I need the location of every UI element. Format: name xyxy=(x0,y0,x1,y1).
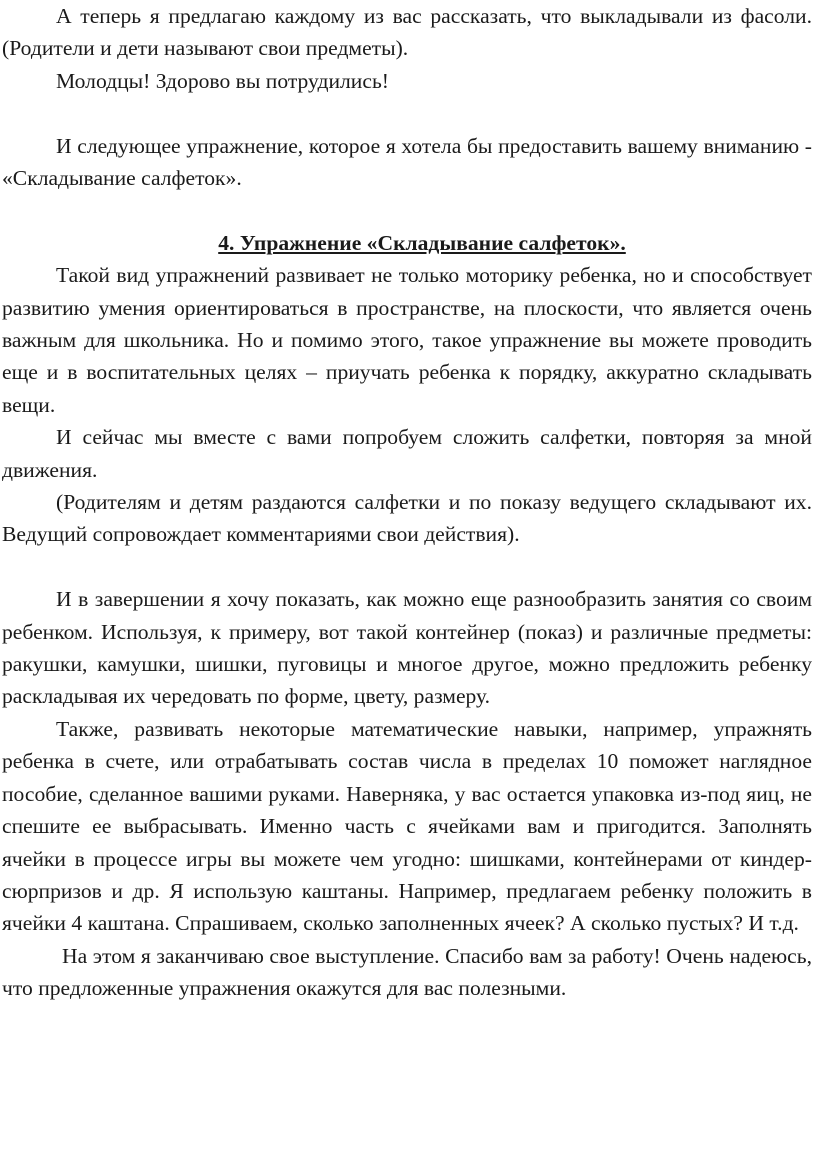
paragraph-distribution: (Родителям и детям раздаются салфетки и по показу ведущего складывают их. Ведущий сопровождает комментариями свои действия). xyxy=(2,490,812,547)
paragraph-closing: На этом я заканчиваю свое выступление. Спасибо вам за работу! Очень надеюсь, что предложенные упражнения окажутся для вас полезными. xyxy=(2,943,812,1001)
paragraph-praise: Молодцы! Здорово вы потрудились! xyxy=(56,68,389,93)
blank-line xyxy=(2,194,812,226)
paragraph-next-exercise: И следующее упражнение, которое я хотела бы предоставить вашему вниманию - «Складывание салфеток». xyxy=(2,133,812,191)
paragraph-intro: А теперь я предлагаю каждому из вас рассказать, что выкладывали из фасоли. (Родители и дети называют свои предметы). xyxy=(2,4,812,61)
paragraph-conclusion-container: И в завершении я хочу показать, как можно еще разнообразить занятия со своим ребенком. Используя, к примеру, вот такой контейнер (показ) и различные предметы: ракушки, камушки, шишки, пуговицы и многое другое, можно предложить ребенку раскладывая их чередовать по форме, цвету, размеру. xyxy=(2,587,812,709)
blank-line xyxy=(2,97,812,129)
blank-line xyxy=(2,551,812,583)
section-heading: 4. Упражнение «Складывание салфеток». xyxy=(218,230,626,255)
paragraph-math-skills: Также, развивать некоторые математические навыки, например, упражнять ребенка в счете, или отрабатывать состав числа в пределах 10 поможет наглядное пособие, сделанное вашими руками. Наверняка, у вас остается упаковка из-под яиц, не спешите ее выбрасывать. Именно часть с ячейками вам и пригодится. Заполнять ячейки в процессе игры вы можете чем угодно: шишками, контейнерами от киндер-сюрпризов и др. Я использую каштаны. Например, предлагаем ребенку положить в ячейки 4 каштана. Спрашиваем, сколько заполненных ячеек? А сколько пустых? И т.д. xyxy=(2,716,812,936)
paragraph-fold-together: И сейчас мы вместе с вами попробуем сложить салфетки, повторяя за мной движения. xyxy=(2,425,812,482)
paragraph-exercise-description: Такой вид упражнений развивает не только моторику ребенка, но и способствует развитию умения ориентироваться в пространстве, на плоскости, что является очень важным для школьника. Но и помимо этого, такое упражнение вы можете проводить еще и в воспитательных целях – приучать ребенка к порядку, аккуратно складывать вещи. xyxy=(2,263,812,417)
